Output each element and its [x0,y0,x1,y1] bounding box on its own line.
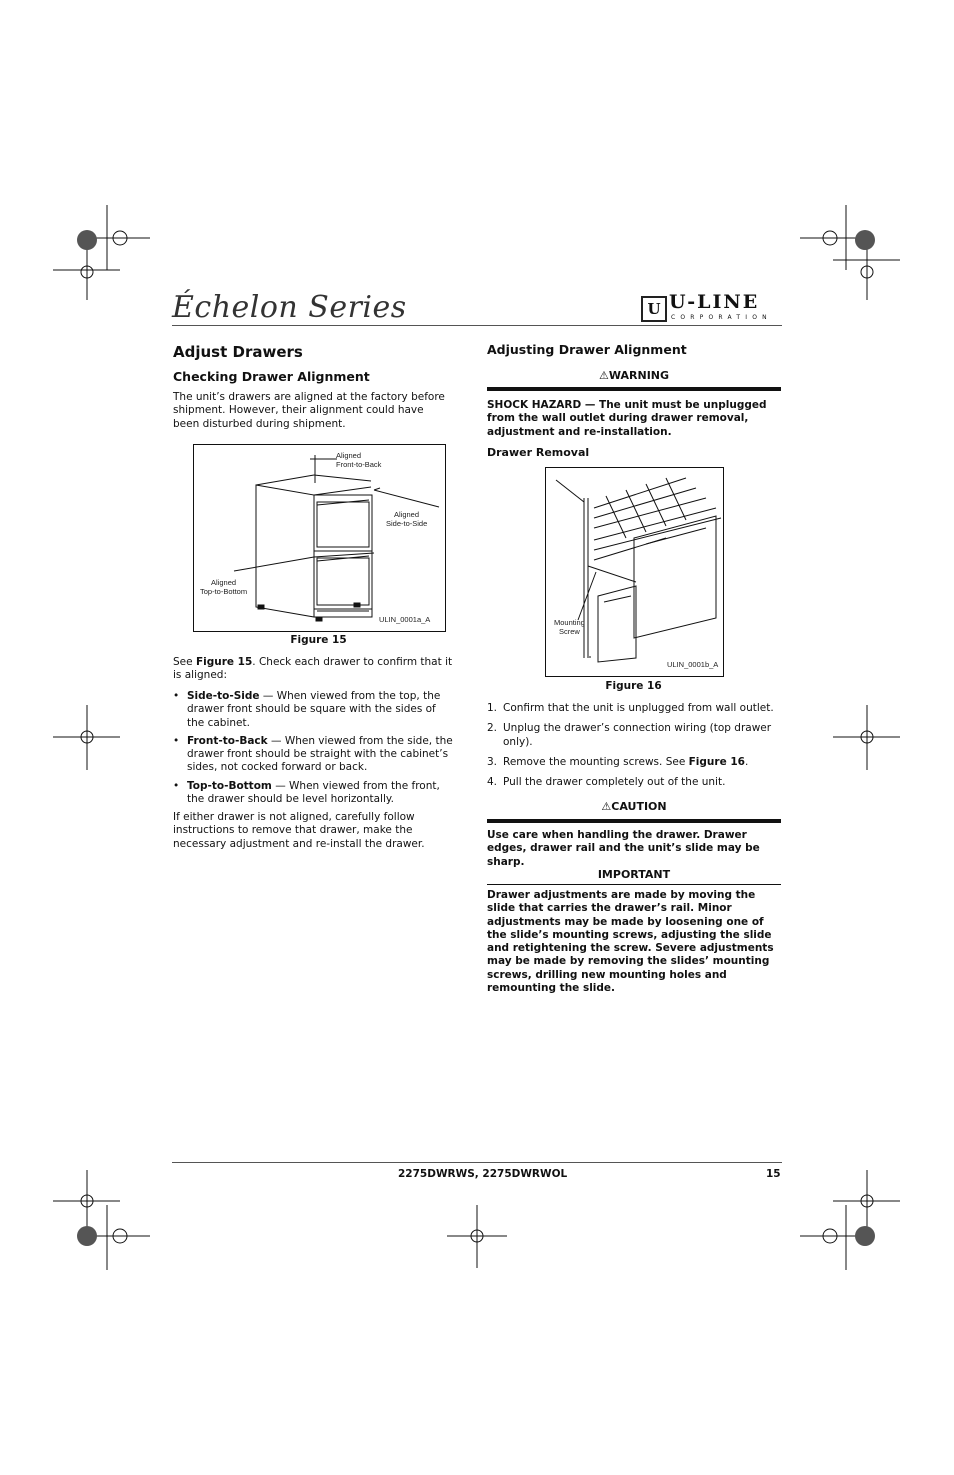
caution-bar [487,819,781,823]
caution-heading [487,800,781,813]
label-side-to-side [386,511,427,528]
right-section-title: Adjusting Drawer Alignment [487,342,687,357]
section-title: Adjust Drawers [173,343,303,361]
bullet-term: Side-to-Side [187,690,260,702]
bullet-text: — When viewed from the side, the drawer front should be straight with the cabinet’s sides, not cocked forward or back. [187,734,453,774]
step-text: Confirm that the unit is unplugged from wall outlet. [503,702,774,714]
label-top-to-bottom-line1: Aligned [211,578,237,587]
list-item [487,722,781,749]
brand-name: U-LINE [669,291,760,313]
warning-triangle-icon: ⚠ [598,369,609,382]
list-item [487,756,781,769]
important-rule [487,884,781,885]
figure-16-reference: Figure 16 [688,755,745,768]
label-side-to-side-line1: Aligned [394,510,420,519]
step-text: Pull the drawer completely out of the unit. [503,776,726,789]
figure-15-illustration [193,444,446,632]
figure-16-illustration [545,467,724,677]
drawer-removal-diagram [546,468,723,676]
footer-rule [172,1162,782,1163]
brand-sub: CORPORATION [671,314,772,321]
list-item [487,776,781,789]
label-front-to-back-line2: Front-to-Back [336,459,382,469]
figure-16-code: ULIN_0001b_A [667,660,719,669]
label-front-to-back-line1: Aligned [336,451,362,460]
label-side-to-side-line2: Side-to-Side [386,518,428,528]
bullet-text: — When viewed from the top, the drawer front should be square with the sides of the cabinet. [187,690,441,729]
label-top-to-bottom [200,579,247,596]
bullet-term: Top-to-Bottom [187,779,272,792]
important-text: Drawer adjustments are made by moving the slide that carries the drawer’s rail. Minor adjustments may be made by loosening one of the slide’s mounting screws, adjusting the slide and retightening the screw. Severe adjustments may be made by removing the slides’ mounting screws, drilling new mounting holes and remounting the slide. [487,889,774,995]
step-number: 1. [487,702,498,714]
list-item [173,780,455,807]
label-front-to-back [336,452,381,469]
series-title: Échelon Series [172,290,407,325]
important-heading: IMPORTANT [597,868,671,881]
uline-logo-mark [641,296,667,322]
see-post-text: . Check each drawer to confirm that it is aligned: [173,656,453,682]
figure-15-code: ULIN_0001a_A [379,615,431,624]
step-number: 3. [487,755,498,768]
alignment-bullet-list [173,690,455,811]
removal-steps-list [487,702,781,796]
step-post: . [744,755,749,768]
intro-paragraph: The unit’s drawers are aligned at the factory before shipment. However, their alignment could have been disturbed during shipment. [173,391,445,430]
figure-15-caption: Figure 15 [290,634,347,646]
list-item [487,702,781,715]
caution-triangle-icon: ⚠ [601,800,612,813]
step-text: Unplug the drawer’s connection wiring (top drawer only). [503,722,772,748]
caution-label: CAUTION [611,800,667,813]
drawer-removal-heading: Drawer Removal [487,446,590,459]
label-mounting-line2: Screw [559,626,580,636]
step-text: Remove the mounting screws. See [503,755,689,768]
section-subtitle: Checking Drawer Alignment [173,369,370,384]
header-rule [172,325,782,326]
logo-mark-letter: U [647,300,661,318]
page-number: 15 [766,1168,781,1180]
bullet-term: Front-to-Back [187,734,268,747]
footer-models: 2275DWRWS, 2275DWRWOL [398,1168,568,1180]
bullet-text: — When viewed from the front, the drawer should be level horizontally. [187,779,440,806]
label-mounting-line1: Mounting [554,618,585,627]
step-number: 2. [487,722,498,735]
figure-16-caption: Figure 16 [605,680,662,692]
warning-text: SHOCK HAZARD — The unit must be unplugged from the wall outlet during drawer removal, adjustment and re-installation. [487,399,767,438]
warning-label: WARNING [608,369,670,382]
see-pre-text: See [173,656,196,668]
step-number: 4. [487,776,498,789]
drawer-unit-diagram [194,445,445,631]
caution-text: Use care when handling the drawer. Drawer edges, drawer rail and the unit’s slide may be sharp. [487,829,760,868]
figure-15-reference: Figure 15 [195,656,253,668]
warning-heading [487,369,781,382]
label-top-to-bottom-line2: Top-to-Bottom [200,586,248,596]
warning-bar [487,387,781,391]
list-item [173,735,455,775]
list-item [173,690,455,730]
closing-paragraph: If either drawer is not aligned, carefully follow instructions to remove that drawer, make the necessary adjustment and re-install the drawer. [173,811,425,850]
see-figure-paragraph [173,656,455,683]
label-mounting-screw [554,619,585,636]
